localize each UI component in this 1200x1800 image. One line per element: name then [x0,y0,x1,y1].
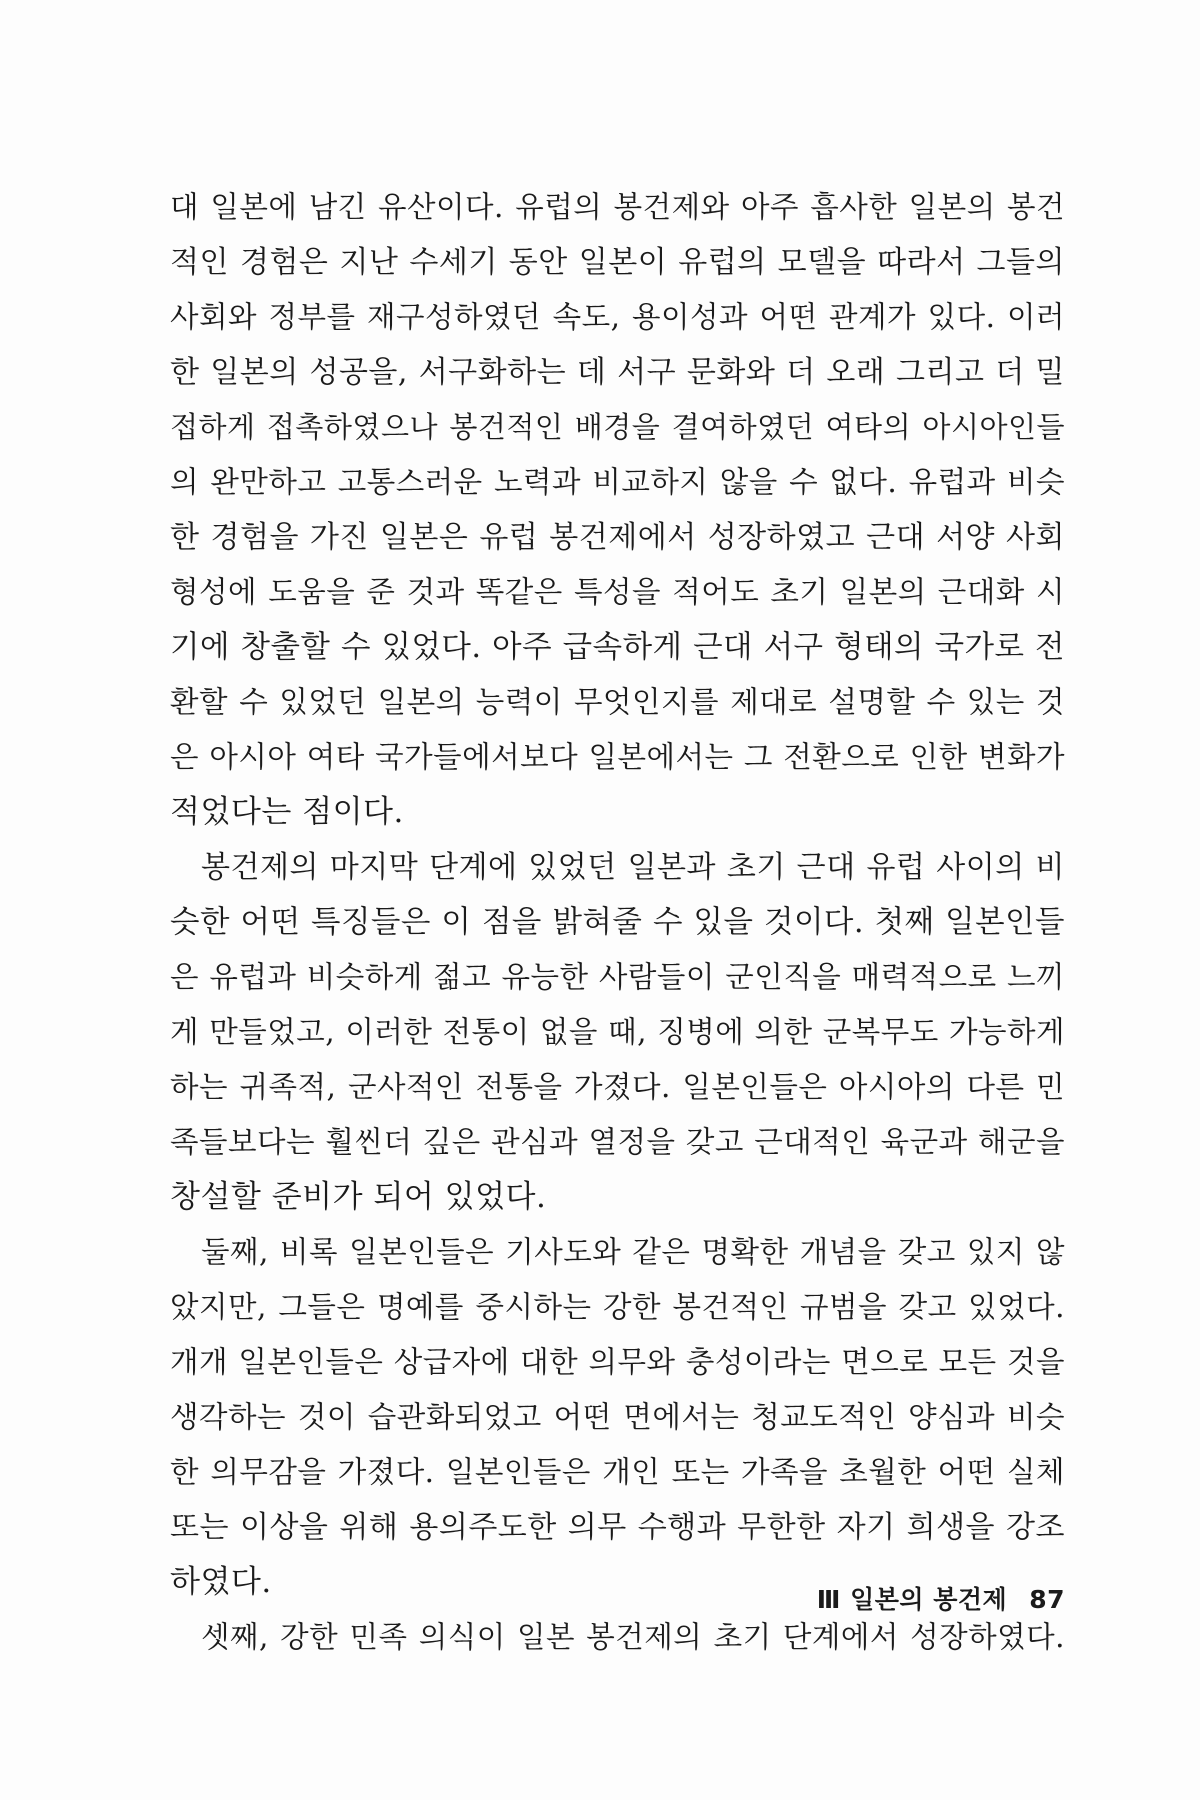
text-line: 적인 경험은 지난 수세기 동안 일본이 유럽의 모델을 따라서 그들의 [170,245,1065,280]
text-line: 봉건제의 마지막 단계에 있었던 일본과 초기 근대 유럽 사이의 비 [201,850,1065,885]
text-line: 의 완만하고 고통스러운 노력과 비교하지 않을 수 없다. 유럽과 비슷 [170,465,1065,499]
page-number: 87 [1029,1585,1065,1614]
text-line: 창설할 준비가 되어 있었다. [170,1179,547,1215]
text-line: 대 일본에 남긴 유산이다. 유럽의 봉건제와 아주 흡사한 일본의 봉건 [170,190,1065,224]
footer-section-title: Ⅲ 일본의 봉건제 [816,1585,1008,1614]
text-line: 형성에 도움을 준 것과 똑같은 특성을 적어도 초기 일본의 근대화 시 [170,575,1065,609]
text-line: 사회와 정부를 재구성하였던 속도, 용이성과 어떤 관계가 있다. 이러 [170,300,1065,334]
text-line: 았지만, 그들은 명예를 중시하는 강한 봉건적인 규범을 갖고 있었다. [170,1290,1065,1324]
text-line: 셋째, 강한 민족 의식이 일본 봉건제의 초기 단계에서 성장하였다. [201,1620,1065,1654]
text-line: 생각하는 것이 습관화되었고 어떤 면에서는 청교도적인 양심과 비슷 [170,1400,1065,1434]
text-line: 하는 귀족적, 군사적인 전통을 가졌다. 일본인들은 아시아의 다른 민 [170,1070,1065,1104]
text-line: 한 일본의 성공을, 서구화하는 데 서구 문화와 더 오래 그리고 더 밀 [170,355,1065,390]
running-footer [817,1580,1065,1616]
text-line: 적었다는 점이다. [170,794,404,830]
text-line: 개개 일본인들은 상급자에 대한 의무와 충성이라는 면으로 모든 것을 [170,1345,1065,1379]
text-line: 한 의무감을 가졌다. 일본인들은 개인 또는 가족을 초월한 어떤 실체 [170,1455,1065,1489]
text-line: 은 아시아 여타 국가들에서보다 일본에서는 그 전환으로 인한 변화가 [170,740,1065,774]
text-line: 한 경험을 가진 일본은 유럽 봉건제에서 성장하였고 근대 서양 사회 [170,520,1065,555]
body-text [170,180,1065,1665]
text-line: 게 만들었고, 이러한 전통이 없을 때, 징병에 의한 군복무도 가능하게 [170,1015,1065,1049]
text-line: 슷한 어떤 특징들은 이 점을 밝혀줄 수 있을 것이다. 첫째 일본인들 [170,905,1065,940]
text-line: 기에 창출할 수 있었다. 아주 급속하게 근대 서구 형태의 국가로 전 [170,630,1065,665]
text-line: 또는 이상을 위해 용의주도한 의무 수행과 무한한 자기 희생을 강조 [170,1510,1065,1545]
text-line: 접하게 접촉하였으나 봉건적인 배경을 결여하였던 여타의 아시아인들 [170,410,1065,444]
text-line: 족들보다는 훨씬더 깊은 관심과 열정을 갖고 근대적인 육군과 해군을 [170,1125,1065,1159]
text-line: 은 유럽과 비슷하게 젊고 유능한 사람들이 군인직을 매력적으로 느끼 [170,960,1065,994]
text-line: 둘째, 비록 일본인들은 기사도와 같은 명확한 개념을 갖고 있지 않 [201,1235,1065,1269]
text-line: 환할 수 있었던 일본의 능력이 무엇인지를 제대로 설명할 수 있는 것 [170,685,1065,719]
text-line: 하였다. [170,1564,272,1600]
